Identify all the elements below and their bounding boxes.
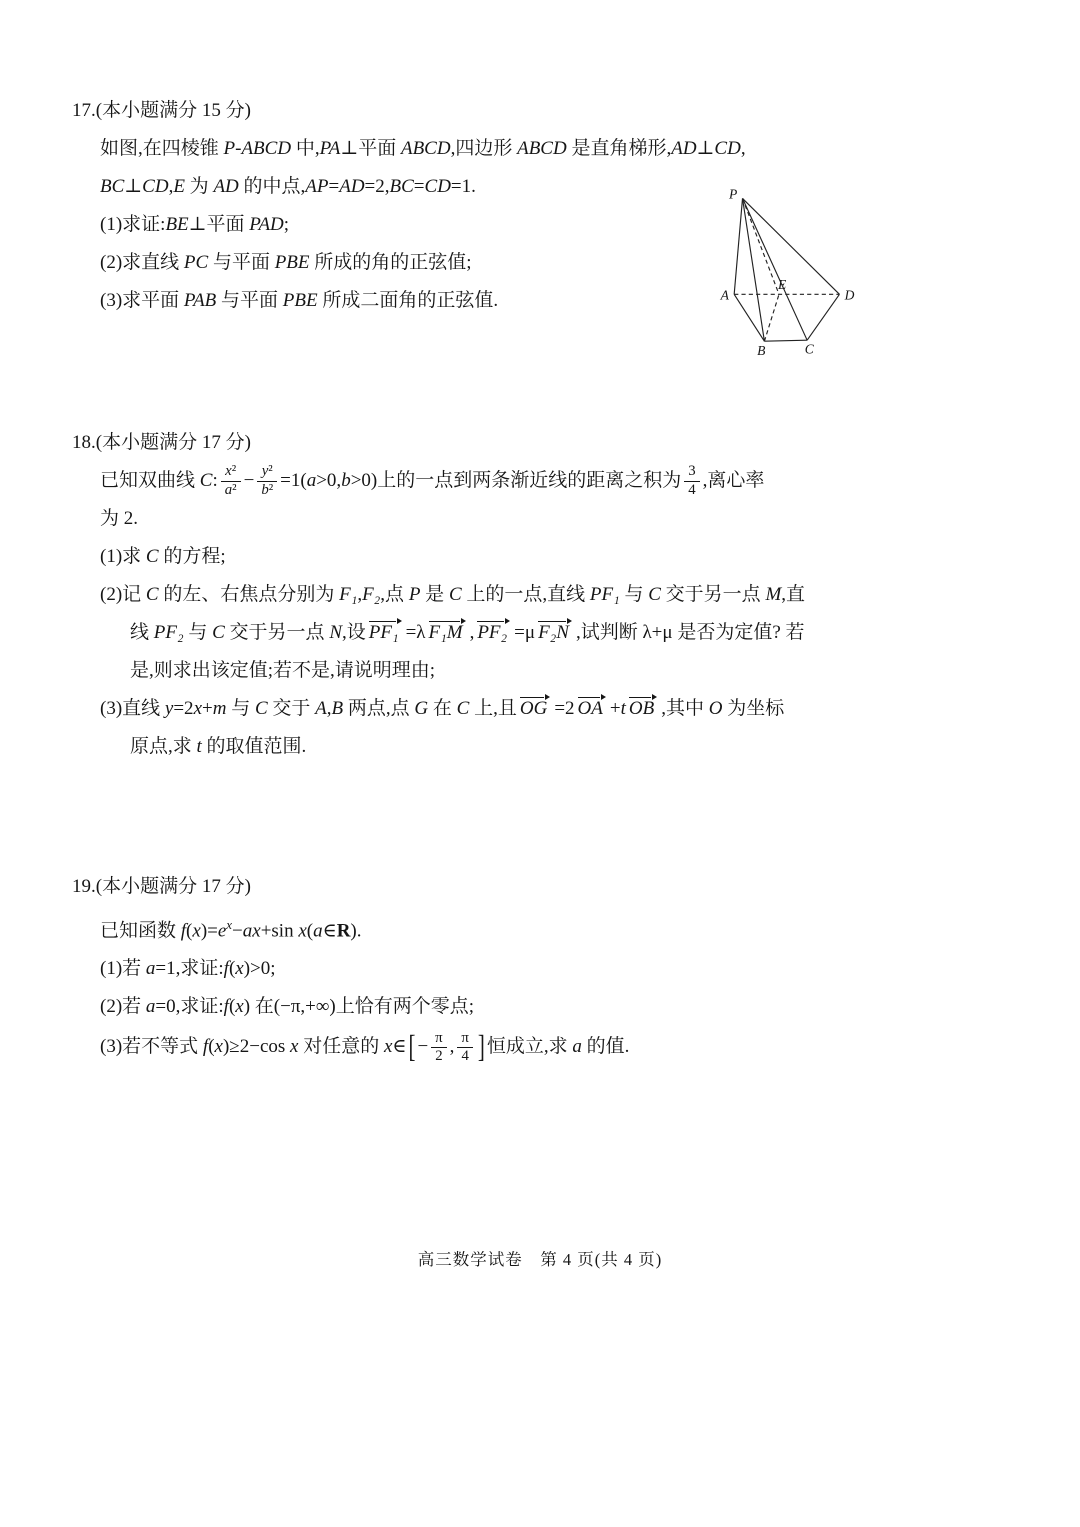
q18-line-5: 线 PF₂ 与 C 交于另一点 N,设 PF₁ =λ F₁M , PF₂ =μ F₂N ,试判断 λ+μ 是否为定值? 若: [100, 614, 972, 652]
fraction: $\frac{\pi}{2}$: [431, 1030, 446, 1067]
q17-line-3: (1)求证:BE⊥平面 PAD;: [100, 214, 290, 235]
q19-line-4: (3)若不等式 f(x)≥2−cos x 对任意的 x∈[ − $\frac{\pi}{2}$ , $\frac{\pi}{4}$ ] 恒成立,求 a 的值.: [100, 1026, 972, 1066]
figure-labels: [720, 188, 855, 358]
vector-arrow: PF₂: [476, 618, 510, 644]
pyramid-figure: [694, 188, 864, 360]
figure-edges: [734, 198, 839, 341]
vertex-label-C: C: [804, 341, 814, 357]
vertex-label-A: A: [720, 287, 729, 303]
q18-line-8: 原点,求 t 的取值范围.: [130, 736, 307, 757]
vertex-label-D: D: [844, 287, 855, 303]
question-19: [72, 868, 972, 1066]
q19-line-2: (1)若 a=1,求证:f(x)>0;: [100, 958, 276, 980]
question-18: [72, 424, 972, 766]
vertex-label-B: B: [757, 342, 766, 358]
q19-line-3: (2)若 a=0,求证:f(x) 在(−π,+∞)上恰有两个零点;: [100, 996, 475, 1018]
q17-header: 17.(本小题满分 15 分): [72, 100, 251, 121]
q18-line-4: (2)记 C 的左、右焦点分别为 F₁,F₂,点 P 是 C 上的一点,直线 PF₁ 与 C 交于另一点 M,直: [100, 584, 806, 605]
q18-line-1: 已知双曲线 C: $\frac{\text{x²}}{\text{a²}}$ − $\frac{\text{y²}}{\text{b²}}$ =1(a>0,b>0)上的一点到两条渐近线的距离之积为 $\frac{3}{4}$ ,离心率: [100, 463, 765, 499]
q17-line-4: (2)求直线 PC 与平面 PBE 所成的角的正弦值;: [100, 252, 472, 273]
vertex-label-E: E: [777, 277, 787, 293]
fraction: $\frac{\text{x²}}{\text{a²}}$: [221, 463, 241, 500]
vector-arrow: OG: [519, 694, 550, 720]
fraction: $\frac{3}{4}$: [684, 463, 699, 500]
q18-line-6: 是,则求出该定值;若不是,请说明理由;: [130, 660, 436, 681]
q19-body: [72, 906, 972, 1066]
q17-line-1: 如图,在四棱锥 P-ABCD 中,PA⊥平面 ABCD,四边形 ABCD 是直角梯形,AD⊥CD,: [100, 138, 746, 159]
vector-arrow: PF₁: [368, 618, 402, 644]
vector-arrow: F₁M: [428, 618, 466, 644]
q17-line-5: (3)求平面 PAB 与平面 PBE 所成二面角的正弦值.: [100, 290, 499, 311]
q18-line-7: (3)直线 y=2x+m 与 C 交于 A,B 两点,点 G 在 C 上,且 OG =2 OA +t OB ,其中 O 为坐标: [100, 690, 972, 728]
vector-arrow: OB: [628, 694, 657, 720]
vector-arrow: OA: [577, 694, 606, 720]
big-bracket: [: [408, 1028, 416, 1065]
q18-line-3: (1)求 C 的方程;: [100, 546, 226, 567]
q18-line-2: 为 2.: [100, 508, 139, 529]
fraction: $\frac{\pi}{4}$: [457, 1030, 472, 1067]
page-footer: 高三数学试卷 第 4 页(共 4 页): [417, 1250, 663, 1269]
q17-line-2: BC⊥CD,E 为 AD 的中点,AP=AD=2,BC=CD=1.: [100, 176, 476, 197]
q18-header: 18.(本小题满分 17 分): [72, 432, 251, 453]
fraction: $\frac{\text{y²}}{\text{b²}}$: [257, 463, 277, 500]
vertex-label-P: P: [729, 188, 738, 202]
q19-line-1: 已知函数 $f(x)=e^x-ax+\sin$ x(a∈R).: [100, 917, 362, 942]
superscript: x: [226, 917, 233, 932]
q18-body: [72, 462, 972, 766]
q19-header: 19.(本小题满分 17 分): [72, 876, 251, 897]
vector-arrow: F₂N: [537, 618, 572, 644]
big-bracket: ]: [477, 1028, 485, 1065]
bold-symbol: R: [336, 920, 351, 942]
